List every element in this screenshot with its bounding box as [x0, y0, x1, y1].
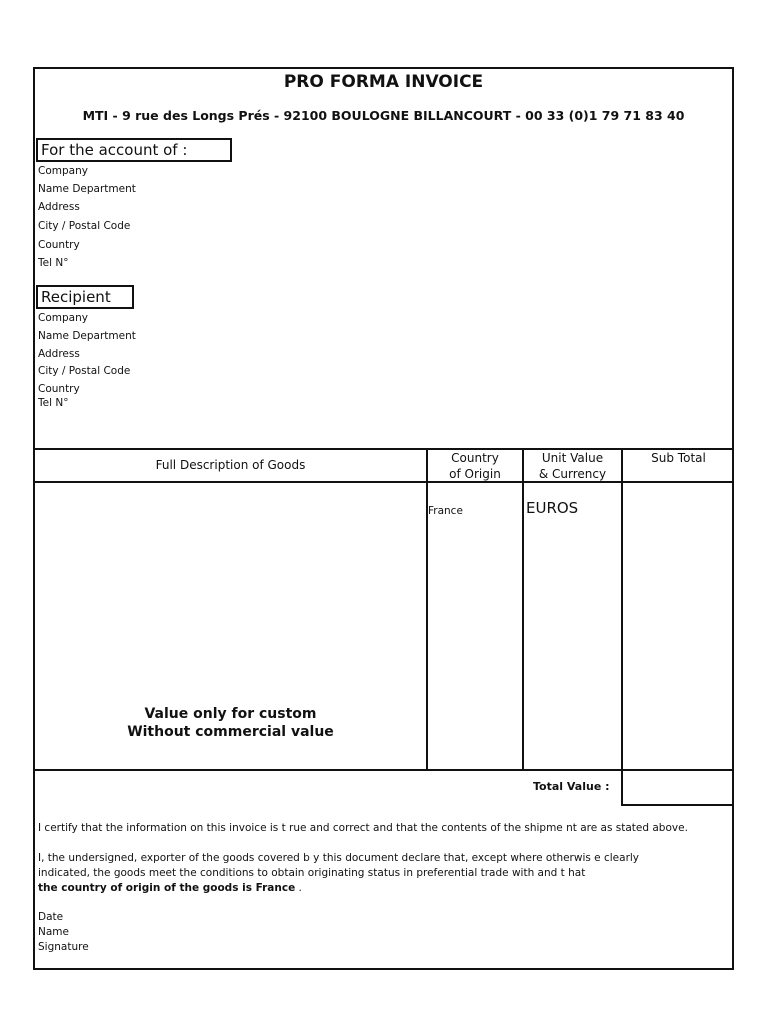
total-box-bottom-border — [621, 804, 734, 806]
total-value-label: Total Value : — [533, 780, 610, 793]
custom-value-note-line1: Value only for custom — [144, 706, 317, 722]
account-address-label: Address — [38, 201, 80, 213]
header-unit-line1: Unit Value — [541, 451, 604, 465]
declaration-line3 — [38, 881, 302, 896]
account-tel-label: Tel N° — [38, 257, 69, 269]
header-origin-line2: of Origin — [449, 467, 501, 481]
recipient-city-label: City / Postal Code — [38, 365, 131, 377]
declaration-line1: I, the undersigned, exporter of the goods covered b y this document declare that, except where otherwis e clearly — [38, 852, 640, 864]
recipient-tel-label: Tel N° — [38, 397, 69, 409]
signature-label: Signature — [38, 941, 89, 953]
account-company-label: Company — [38, 165, 88, 177]
recipient-company-label: Company — [38, 312, 88, 324]
proforma-invoice-form — [33, 67, 734, 970]
account-country-label: Country — [38, 239, 80, 251]
name-label: Name — [38, 926, 69, 938]
account-department-label: Name Department — [38, 183, 136, 195]
header-description: Full Description of Goods — [155, 458, 306, 472]
company-address-line: MTI - 9 rue des Longs Prés - 92100 BOULOGNE BILLANCOURT - 00 33 (0)1 79 71 83 40 — [82, 108, 685, 123]
custom-value-note-line2: Without commercial value — [127, 724, 334, 740]
recipient-section-label: Recipient — [36, 285, 134, 309]
column-divider-origin — [426, 448, 428, 771]
header-origin-line1: Country — [451, 451, 499, 465]
date-label: Date — [38, 911, 64, 923]
table-header-bottom-border — [35, 481, 732, 483]
column-divider-unit — [522, 448, 524, 771]
recipient-country-label: Country — [38, 383, 80, 395]
recipient-address-label: Address — [38, 348, 80, 360]
header-unit-line2: & Currency — [538, 467, 607, 481]
header-subtotal: Sub Total — [651, 451, 706, 465]
declaration-line2: indicated, the goods meet the conditions to obtain originating status in preferential trade with and t hat — [38, 867, 586, 879]
declaration-line3-end: . — [295, 882, 302, 894]
invoice-title: PRO FORMA INVOICE — [283, 72, 484, 92]
currency-value: EUROS — [526, 499, 579, 517]
account-section-label: For the account of : — [36, 138, 232, 162]
table-bottom-border — [35, 769, 732, 771]
recipient-department-label: Name Department — [38, 330, 136, 342]
column-divider-subtotal — [621, 448, 623, 806]
origin-declaration-bold: the country of origin of the goods is France — [38, 882, 296, 894]
account-city-label: City / Postal Code — [38, 220, 131, 232]
certification-statement: I certify that the information on this invoice is t rue and correct and that the contents of the shipme nt are as stated above. — [38, 822, 688, 834]
origin-value: France — [428, 505, 463, 517]
